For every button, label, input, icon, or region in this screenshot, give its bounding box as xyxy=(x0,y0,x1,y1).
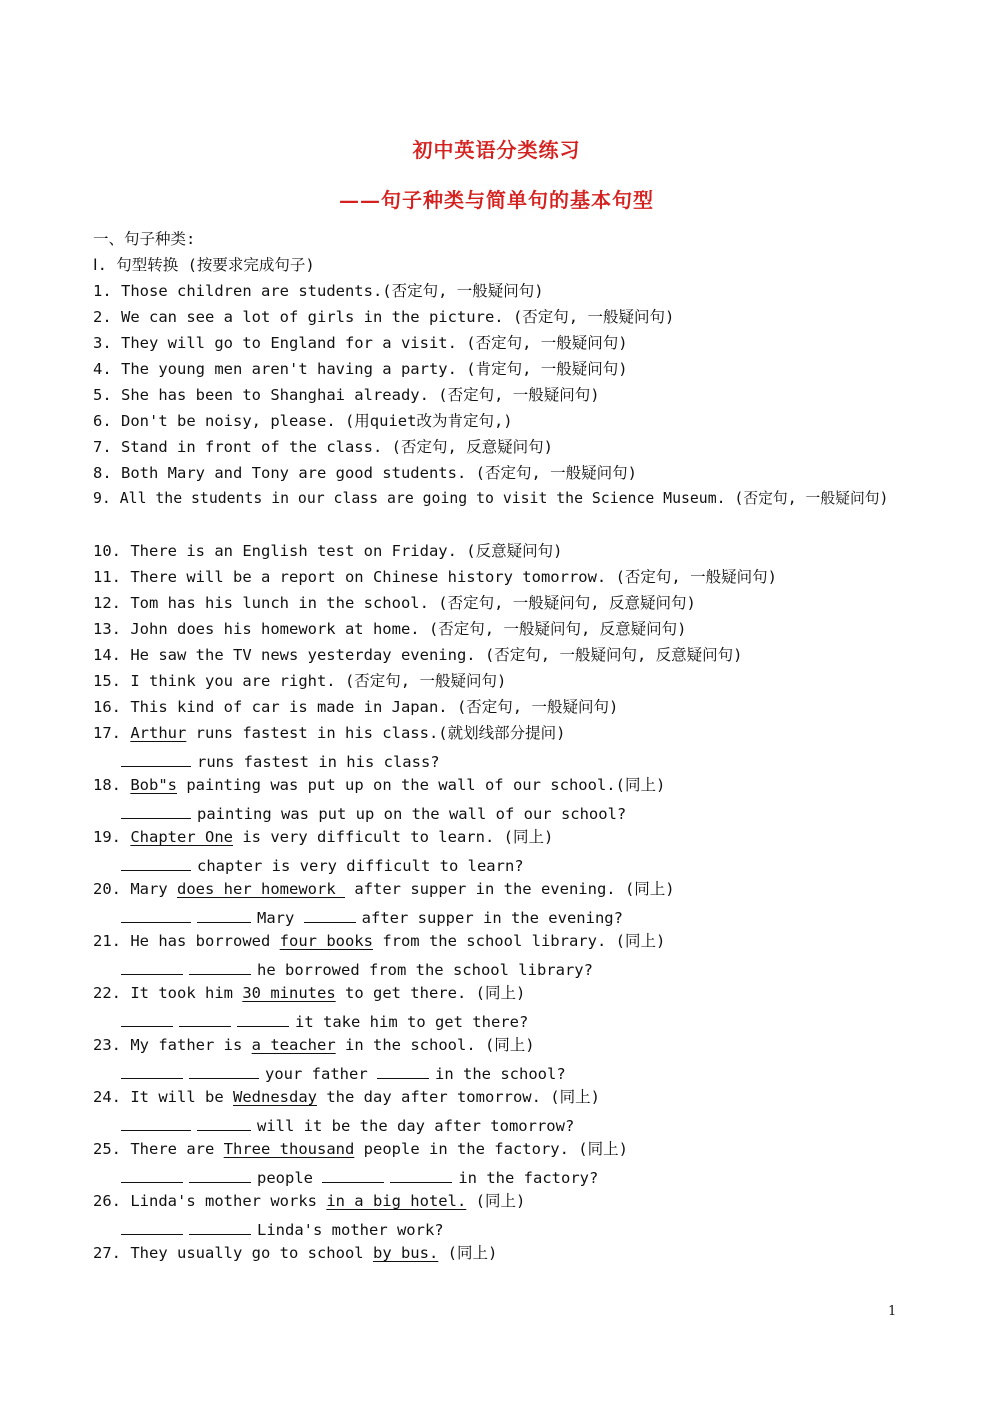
exercise-item: 26. Linda's mother works in a big hotel. (同上) xyxy=(93,1192,526,1210)
answer-blank[interactable] xyxy=(121,804,191,819)
item-number: 9. xyxy=(93,490,111,507)
answer-blank[interactable] xyxy=(121,1220,183,1235)
answer-blank[interactable] xyxy=(121,1168,183,1183)
item-text: We can see a lot of girls in the picture. (否定句, 一般疑问句) xyxy=(121,308,675,326)
exercise-item: 18. Bob"s painting was put up on the wall of our school.(同上) xyxy=(93,776,666,794)
answer-blank[interactable] xyxy=(121,752,191,767)
item-number: 23. xyxy=(93,1036,121,1054)
exercise-item: 20. Mary does her homework after supper in the evening. (同上) xyxy=(93,880,675,898)
page-subtitle: ——句子种类与简单句的基本句型 xyxy=(339,188,654,212)
item-number: 25. xyxy=(93,1140,121,1158)
exercise-item: 27. They usually go to school by bus. (同上) xyxy=(93,1244,498,1262)
item-number: 12. xyxy=(93,594,121,612)
exercise-item xyxy=(93,307,674,327)
exercise-item: 25. There are Three thousand people in the factory. (同上) xyxy=(93,1140,628,1158)
item-number: 3. xyxy=(93,334,112,352)
item-number: 20. xyxy=(93,880,121,898)
exercise-item xyxy=(93,541,562,561)
underlined-part: 30 minutes xyxy=(242,984,336,1002)
exercise-item xyxy=(93,281,544,301)
item-number: 1. xyxy=(93,282,112,300)
answer-blank[interactable] xyxy=(189,960,251,975)
answer-line: Mary after supper in the evening? xyxy=(121,908,623,928)
section-heading: 一、句子种类: xyxy=(93,230,196,248)
item-number: 2. xyxy=(93,308,112,326)
underlined-part: Chapter One xyxy=(130,828,233,846)
underlined-part: Three thousand xyxy=(223,1140,355,1158)
item-text: They will go to England for a visit. (否定句, 一般疑问句) xyxy=(121,334,628,352)
answer-blank[interactable] xyxy=(121,1064,183,1079)
answer-line: painting was put up on the wall of our school? xyxy=(121,804,626,824)
answer-line: he borrowed from the school library? xyxy=(121,960,593,980)
exercise-item xyxy=(93,437,553,457)
answer-line: runs fastest in his class? xyxy=(121,752,440,772)
item-text: John does his homework at home. (否定句, 一般疑问句, 反意疑问句) xyxy=(130,620,687,638)
item-text: Don't be noisy, please. (用quiet改为肯定句,) xyxy=(121,412,513,430)
underlined-part: Wednesday xyxy=(233,1088,317,1106)
item-number: 26. xyxy=(93,1192,121,1210)
exercise-item xyxy=(93,645,742,665)
answer-blank[interactable] xyxy=(237,1012,289,1027)
item-number: 15. xyxy=(93,672,121,690)
item-number: 24. xyxy=(93,1088,121,1106)
item-text: All the students in our class are going to visit the Science Museum. (否定句, 一般疑问句) xyxy=(119,490,889,507)
answer-blank[interactable] xyxy=(121,960,183,975)
exercise-item xyxy=(93,489,888,509)
answer-blank[interactable] xyxy=(189,1168,251,1183)
answer-line: it take him to get there? xyxy=(121,1012,528,1032)
exercise-item xyxy=(93,385,600,405)
item-number: 5. xyxy=(93,386,112,404)
item-number: 10. xyxy=(93,542,121,560)
item-number: 21. xyxy=(93,932,121,950)
underlined-part: does her homework xyxy=(177,880,345,898)
answer-line: will it be the day after tomorrow? xyxy=(121,1116,574,1136)
item-text: Those children are students.(否定句, 一般疑问句) xyxy=(121,282,544,300)
exercise-item xyxy=(93,411,513,431)
answer-line: Linda's mother work? xyxy=(121,1220,444,1240)
exercise-item xyxy=(93,697,618,717)
item-number: 6. xyxy=(93,412,112,430)
underlined-part: four books xyxy=(279,932,373,950)
answer-blank[interactable] xyxy=(197,908,251,923)
exercise-item xyxy=(93,333,628,353)
exercise-item: 19. Chapter One is very difficult to learn. (同上) xyxy=(93,828,554,846)
item-text: There will be a report on Chinese history tomorrow. (否定句, 一般疑问句) xyxy=(130,568,777,586)
exercise-item: 21. He has borrowed four books from the school library. (同上) xyxy=(93,932,666,950)
exercise-item: 17. Arthur runs fastest in his class.(就划线部分提问) xyxy=(93,724,566,742)
answer-blank[interactable] xyxy=(189,1064,259,1079)
exercise-item xyxy=(93,593,696,613)
item-text: I think you are right. (否定句, 一般疑问句) xyxy=(130,672,507,690)
exercise-item: 22. It took him 30 minutes to get there. (同上) xyxy=(93,984,526,1002)
item-number: 7. xyxy=(93,438,112,456)
answer-blank[interactable] xyxy=(189,1220,251,1235)
answer-blank[interactable] xyxy=(377,1064,429,1079)
page-title: 初中英语分类练习 xyxy=(412,138,581,162)
page-number: 1 xyxy=(888,1304,897,1319)
answer-blank[interactable] xyxy=(179,1012,231,1027)
answer-line: your father in the school? xyxy=(121,1064,566,1084)
exercise-item xyxy=(93,567,777,587)
answer-line: people in the factory? xyxy=(121,1168,598,1188)
underlined-part: Arthur xyxy=(130,724,187,742)
underlined-part: Bob"s xyxy=(130,776,178,794)
item-number: 19. xyxy=(93,828,121,846)
item-number: 27. xyxy=(93,1244,121,1262)
item-number: 22. xyxy=(93,984,121,1002)
item-number: 4. xyxy=(93,360,112,378)
answer-blank[interactable] xyxy=(322,1168,384,1183)
exercise-item xyxy=(93,463,637,483)
item-text: There is an English test on Friday. (反意疑问句) xyxy=(130,542,563,560)
item-text: She has been to Shanghai already. (否定句, 一般疑问句) xyxy=(121,386,600,404)
item-number: 8. xyxy=(93,464,112,482)
answer-blank[interactable] xyxy=(304,908,356,923)
exercise-item xyxy=(93,359,628,379)
answer-blank[interactable] xyxy=(121,856,191,871)
underlined-part: by bus. xyxy=(372,1244,439,1262)
answer-line: chapter is very difficult to learn? xyxy=(121,856,524,876)
underlined-part: a teacher xyxy=(251,1036,336,1054)
item-number: 17. xyxy=(93,724,121,742)
item-number: 14. xyxy=(93,646,121,664)
item-text: He saw the TV news yesterday evening. (否定句, 一般疑问句, 反意疑问句) xyxy=(130,646,743,664)
item-text: This kind of car is made in Japan. (否定句, 一般疑问句) xyxy=(130,698,619,716)
item-text: Stand in front of the class. (否定句, 反意疑问句) xyxy=(121,438,553,456)
item-text: Tom has his lunch in the school. (否定句, 一般疑问句, 反意疑问句) xyxy=(130,594,696,612)
answer-blank[interactable] xyxy=(121,1116,191,1131)
item-number: 13. xyxy=(93,620,121,638)
item-number: 16. xyxy=(93,698,121,716)
exercise-item: 23. My father is a teacher in the school. (同上) xyxy=(93,1036,535,1054)
part-heading: Ⅰ. 句型转换 (按要求完成句子) xyxy=(93,256,315,274)
answer-blank[interactable] xyxy=(121,908,191,923)
exercise-item: 24. It will be Wednesday the day after tomorrow. (同上) xyxy=(93,1088,600,1106)
answer-blank[interactable] xyxy=(390,1168,452,1183)
answer-blank[interactable] xyxy=(197,1116,251,1131)
item-text: Both Mary and Tony are good students. (否定句, 一般疑问句) xyxy=(121,464,637,482)
exercise-item xyxy=(93,619,686,639)
item-number: 11. xyxy=(93,568,121,586)
underlined-part: in a big hotel. xyxy=(326,1192,467,1210)
item-text: The young men aren't having a party. (肯定句, 一般疑问句) xyxy=(121,360,628,378)
item-number: 18. xyxy=(93,776,121,794)
answer-blank[interactable] xyxy=(121,1012,173,1027)
exercise-item xyxy=(93,671,506,691)
